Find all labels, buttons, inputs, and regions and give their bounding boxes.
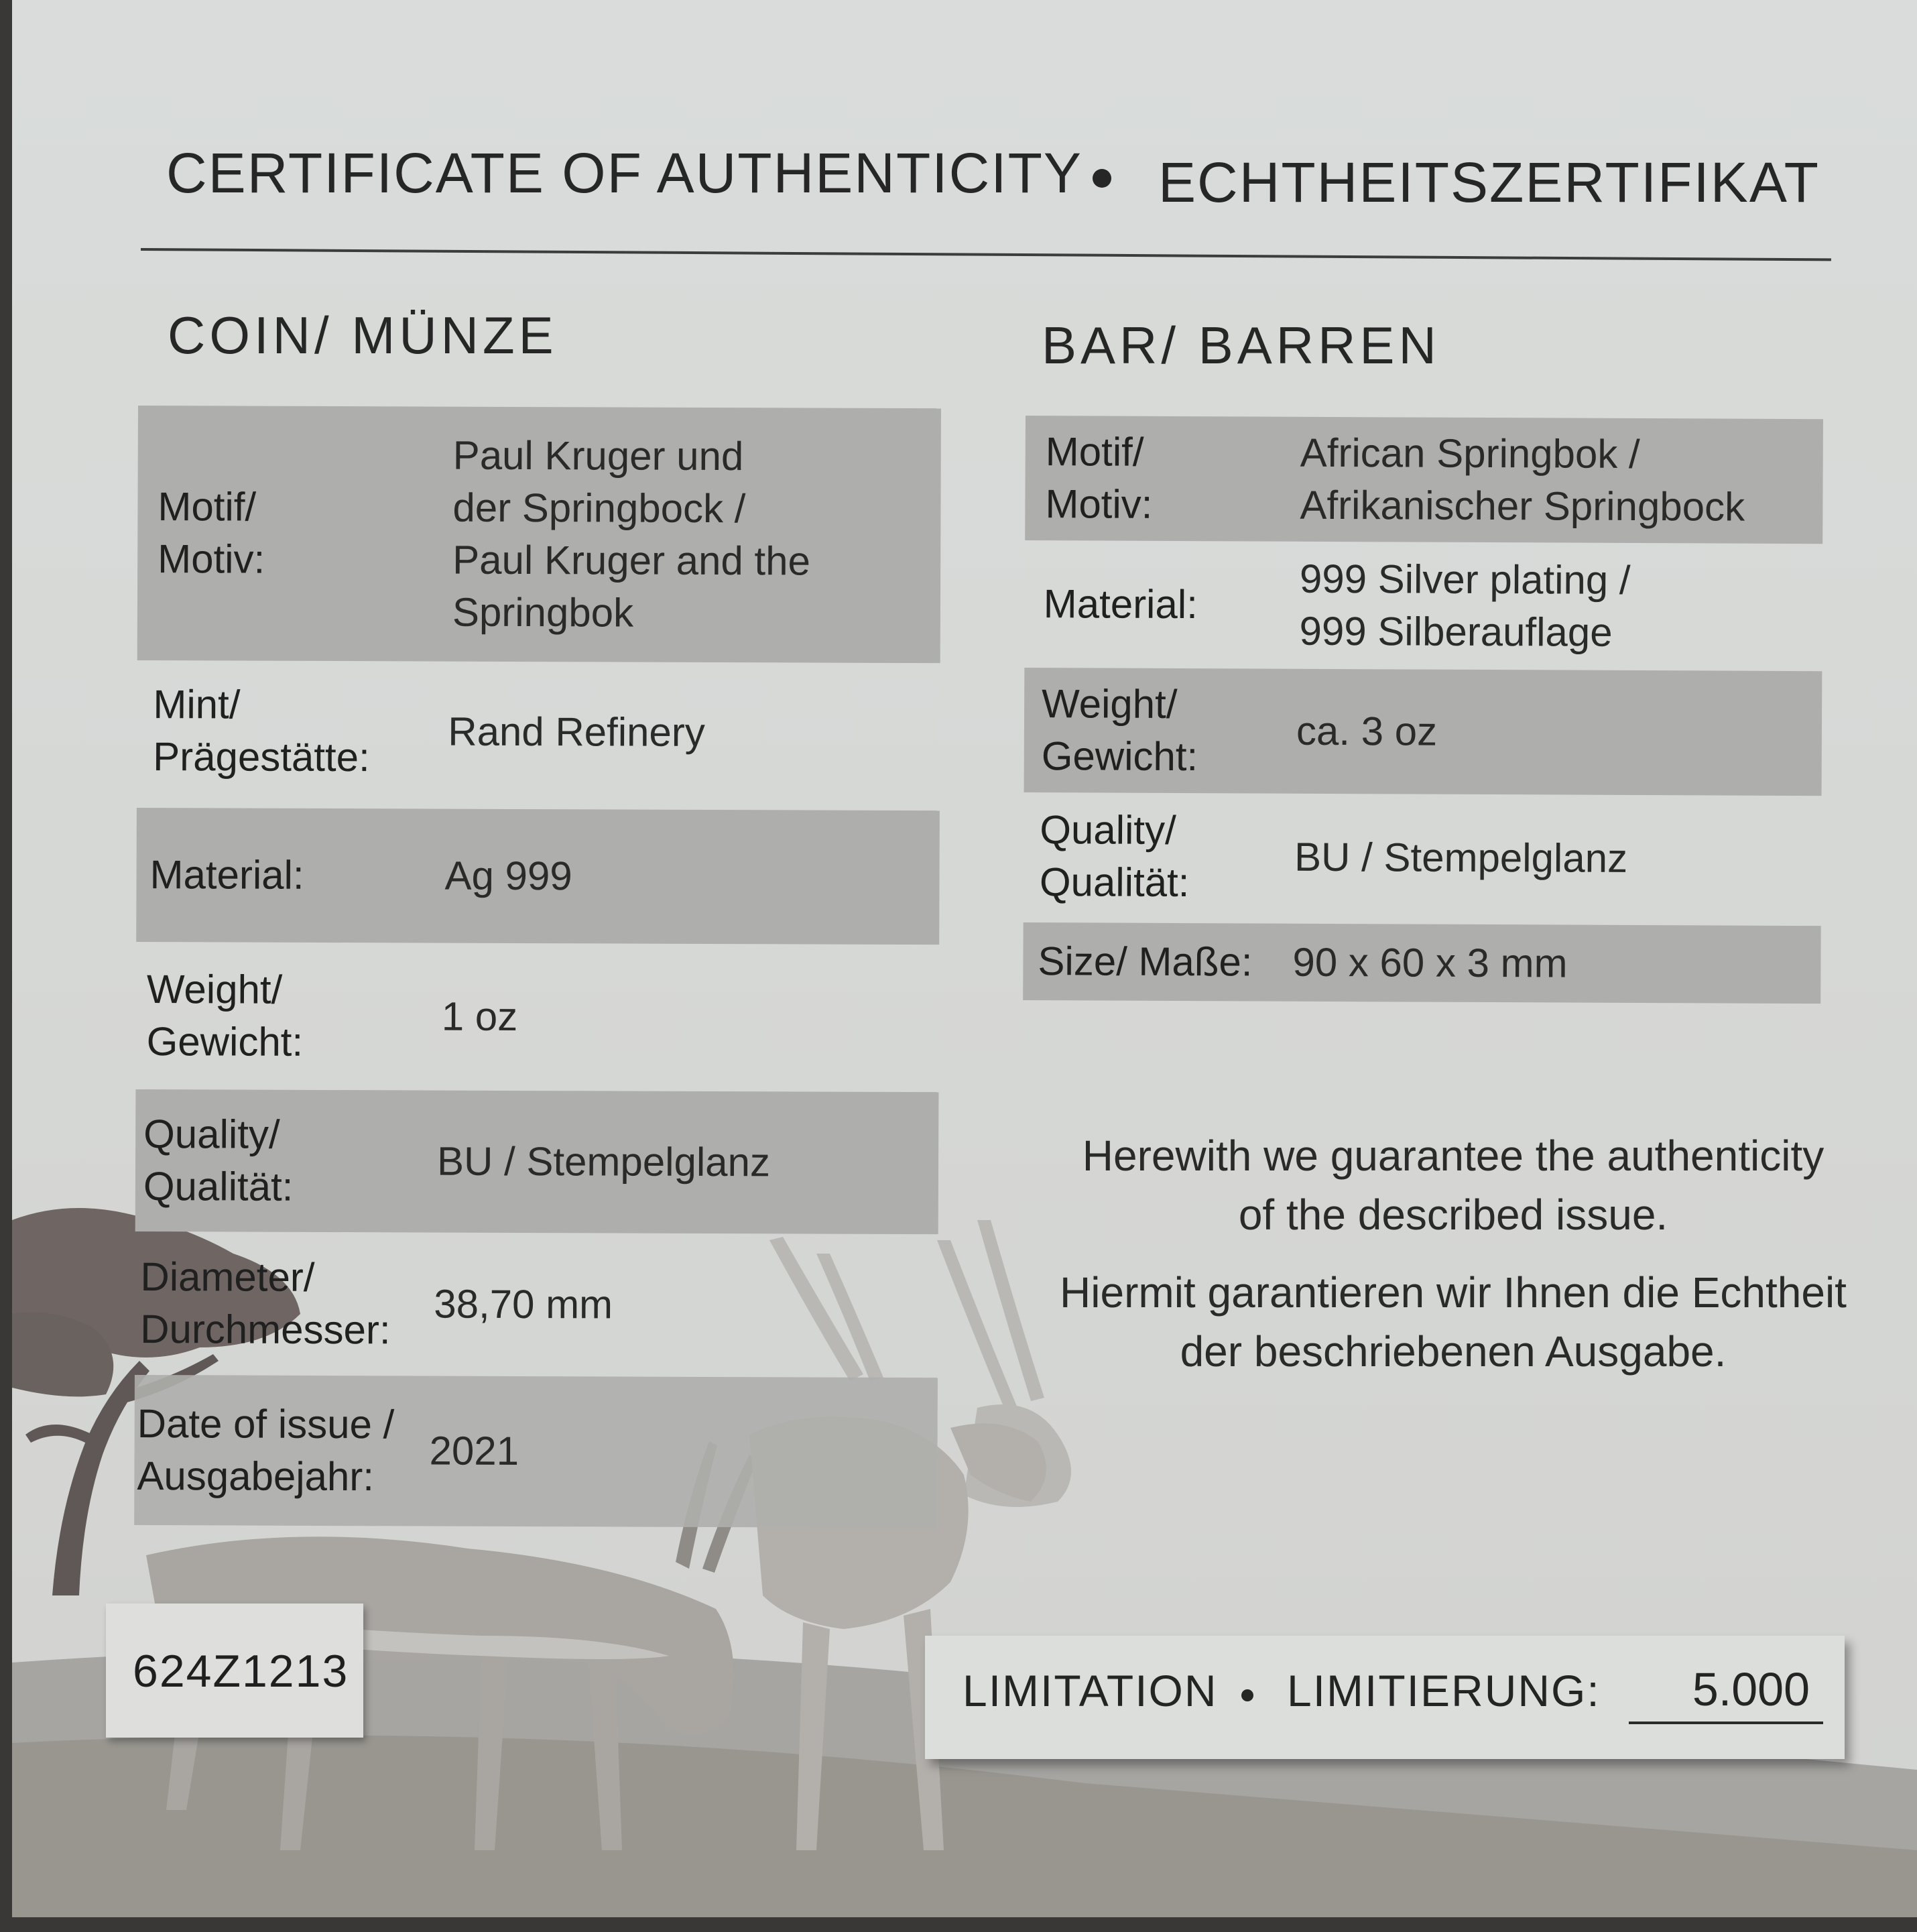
bar-row-weight xyxy=(1024,668,1822,796)
bar-quality-value: BU / Stempelglanz xyxy=(1294,834,1628,881)
limitation-box xyxy=(925,1636,1845,1759)
bar-motif-label: Motif/ Motiv: xyxy=(1045,429,1153,527)
bar-size-value: 90 x 60 x 3 mm xyxy=(1292,939,1568,986)
coin-weight-value: 1 oz xyxy=(441,993,518,1039)
certificate-title xyxy=(12,141,1917,221)
coin-row-date-of-issue xyxy=(134,1375,938,1528)
coin-weight-label: Weight/ Gewicht: xyxy=(146,967,304,1065)
coin-quality-value: BU / Stempelglanz xyxy=(436,1138,771,1185)
title-english: CERTIFICATE OF AUTHENTICITY xyxy=(166,141,1083,204)
coin-material-value: Ag 999 xyxy=(444,853,572,899)
bar-heading: BAR/ BARREN xyxy=(1042,316,1440,375)
guarantee-german: Hiermit garantieren wir Ihnen die Echtheit der beschriebenen Ausgabe. xyxy=(1060,1268,1847,1376)
limitation-label-english: LIMITATION xyxy=(963,1666,1218,1715)
limitation-label-german: LIMITIERUNG: xyxy=(1287,1666,1601,1715)
limitation-separator-dot xyxy=(1241,1689,1253,1701)
bar-row-size xyxy=(1023,922,1820,1004)
coin-diameter-label: Diameter/ Durchmesser: xyxy=(140,1254,391,1353)
title-german: ECHTHEITSZERTIFIKAT xyxy=(1158,151,1820,214)
coin-diameter-value: 38,70 mm xyxy=(434,1281,613,1327)
bar-row-motif xyxy=(1025,416,1823,544)
coin-row-motif xyxy=(137,406,941,663)
coin-motif-label: Motif/ Motiv: xyxy=(158,484,265,582)
coin-material-label: Material: xyxy=(149,852,304,898)
coin-date-label: Date of issue / Ausgabejahr: xyxy=(137,1401,395,1500)
bar-size-label: Size/ Maße: xyxy=(1038,939,1253,985)
coin-row-mint xyxy=(137,660,940,804)
coin-specs-table xyxy=(134,406,941,1534)
guarantee-statement xyxy=(1017,1126,1889,1400)
certificate-card xyxy=(12,0,1917,1917)
coin-heading: COIN/ MÜNZE xyxy=(168,306,558,365)
bar-weight-label: Weight/ Gewicht: xyxy=(1041,681,1198,780)
bar-quality-label: Quality/ Qualität: xyxy=(1039,807,1190,906)
coin-date-value: 2021 xyxy=(429,1428,519,1473)
bar-row-material xyxy=(1024,540,1822,671)
coin-row-diameter xyxy=(135,1231,938,1378)
coin-mint-label: Mint/ Prägestätte: xyxy=(153,682,370,780)
limitation-value: 5.000 xyxy=(1692,1663,1810,1715)
coin-quality-label: Quality/ Qualität: xyxy=(143,1111,294,1209)
title-separator-dot xyxy=(1093,169,1111,188)
bar-material-label: Material: xyxy=(1043,581,1198,627)
coin-row-weight xyxy=(135,942,939,1092)
serial-number: 624Z1213 xyxy=(133,1646,349,1697)
guarantee-english: Herewith we guarantee the authenticity of the described issue. xyxy=(1082,1132,1825,1239)
bar-motif-value: African Springbok / Afrikanischer Springbock xyxy=(1300,430,1745,530)
serial-number-sticker xyxy=(106,1604,363,1738)
bar-material-value: 999 Silver plating / 999 Silberauflage xyxy=(1299,556,1631,655)
bar-specs-table xyxy=(1023,416,1823,1009)
limitation-underline xyxy=(1629,1722,1823,1724)
bar-weight-value: ca. 3 oz xyxy=(1296,708,1438,754)
coin-row-quality xyxy=(135,1089,939,1234)
bar-row-quality xyxy=(1024,792,1822,923)
coin-motif-value: Paul Kruger und der Springbock / Paul Kruger and the Springbok xyxy=(452,432,811,636)
coin-mint-value: Rand Refinery xyxy=(448,709,705,755)
coin-row-material xyxy=(136,808,940,945)
